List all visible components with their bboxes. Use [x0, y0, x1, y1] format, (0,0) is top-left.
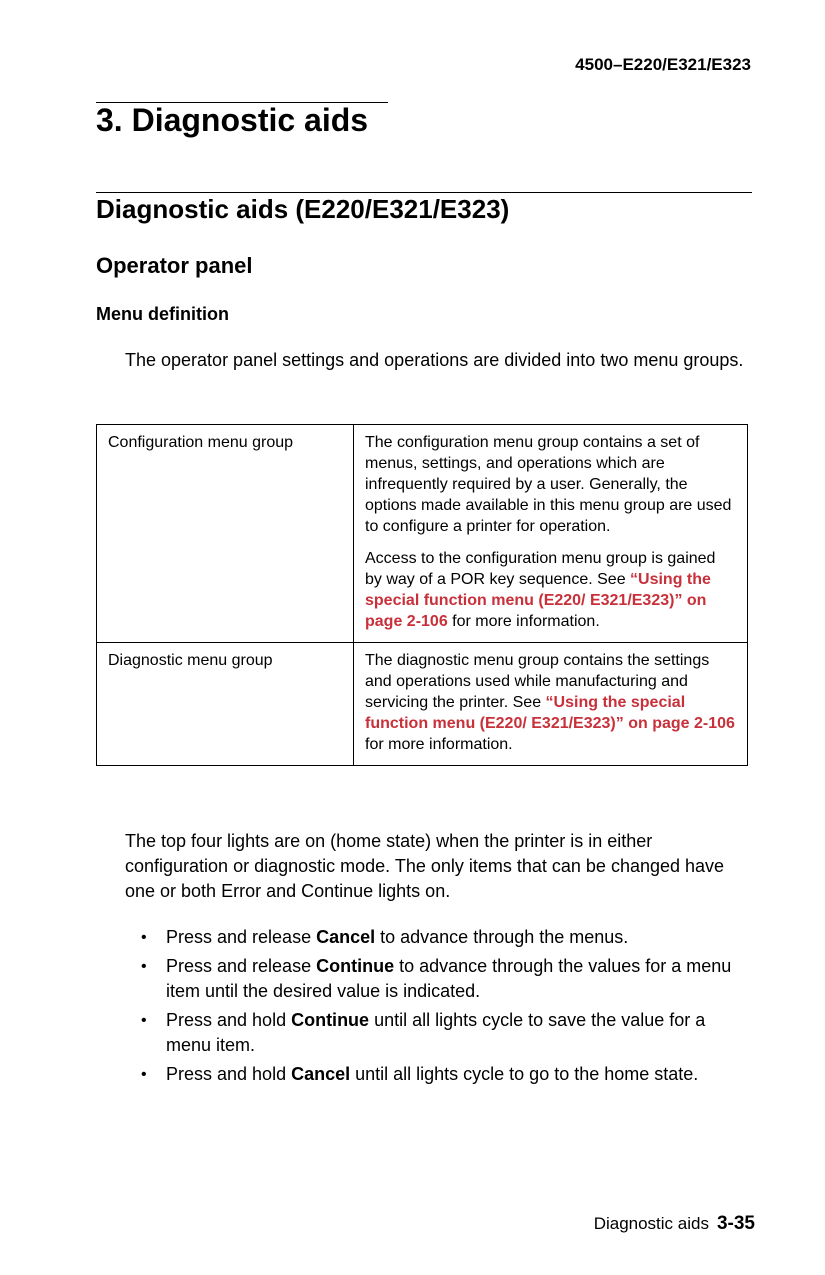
section-title: Diagnostic aids (E220/E321/E323)	[96, 194, 510, 224]
step-text: until all lights cycle to go to the home state.	[350, 1064, 699, 1084]
menu-group-description	[354, 425, 748, 643]
footer-section-label: Diagnostic aids	[593, 1214, 709, 1233]
key-name: Continue	[291, 1010, 370, 1030]
table-row	[97, 643, 748, 766]
cross-reference-link[interactable]: “Using the special function menu (E220/ E321/E323)” on page 2-106	[365, 571, 711, 630]
steps-list	[125, 925, 745, 1091]
chapter-title: 3. Diagnostic aids	[96, 102, 369, 138]
bullet-icon: •	[141, 1012, 147, 1029]
header-model-code: 4500–E220/E321/E323	[575, 55, 751, 74]
description-text: for more information.	[447, 613, 600, 630]
list-item	[125, 1062, 745, 1087]
list-item	[125, 925, 745, 950]
description-paragraph	[365, 548, 736, 632]
description-text: The diagnostic menu group contains the settings and operations used while manufacturing and servicing the printer. See	[365, 652, 710, 711]
step-text: to advance through the values for a menu item until the desired value is indicated.	[166, 956, 732, 1001]
section-rule	[96, 192, 752, 193]
menu-definition-intro: The operator panel settings and operations are divided into two menu groups.	[125, 350, 744, 370]
step-text: until all lights cycle to save the value for a menu item.	[166, 1010, 706, 1055]
list-item	[125, 954, 745, 1004]
key-name: Cancel	[291, 1064, 351, 1084]
menu-group-name: Configuration menu group	[97, 425, 354, 643]
step-text: to advance through the menus.	[375, 927, 629, 947]
page-footer	[594, 1213, 755, 1235]
step-text: Press and hold	[166, 1064, 292, 1084]
bullet-icon: •	[141, 1066, 147, 1083]
description-paragraph: The configuration menu group contains a set of menus, settings, and operations which are infrequently required by a user. Generally, the options made available in this menu group are used to configure a printer for operation.	[365, 434, 732, 535]
bullet-icon: •	[141, 958, 147, 975]
menu-group-description	[354, 643, 748, 766]
step-text: Press and release	[166, 927, 317, 947]
subsection-title: Operator panel	[96, 253, 253, 278]
menu-group-name: Diagnostic menu group	[97, 643, 354, 766]
key-name: Continue	[316, 956, 395, 976]
key-name: Cancel	[316, 927, 376, 947]
step-text: Press and release	[166, 956, 317, 976]
home-state-paragraph: The top four lights are on (home state) when the printer is in either configuration or diagnostic mode. The only items that can be changed have one or both Error and Continue lights on.	[125, 831, 725, 901]
menu-groups-table	[96, 424, 748, 766]
list-item	[125, 1008, 745, 1058]
cross-reference-link[interactable]: “Using the special function menu (E220/ E321/E323)” on page 2-106	[365, 694, 735, 732]
step-text: Press and hold	[166, 1010, 292, 1030]
description-text: for more information.	[365, 736, 513, 753]
page-number: 3-35	[716, 1213, 755, 1234]
menu-definition-title: Menu definition	[96, 304, 229, 324]
description-paragraph	[365, 650, 736, 755]
description-text: Access to the configuration menu group is gained by way of a POR key sequence. See	[365, 550, 716, 588]
table-row	[97, 425, 748, 643]
bullet-icon: •	[141, 929, 147, 946]
